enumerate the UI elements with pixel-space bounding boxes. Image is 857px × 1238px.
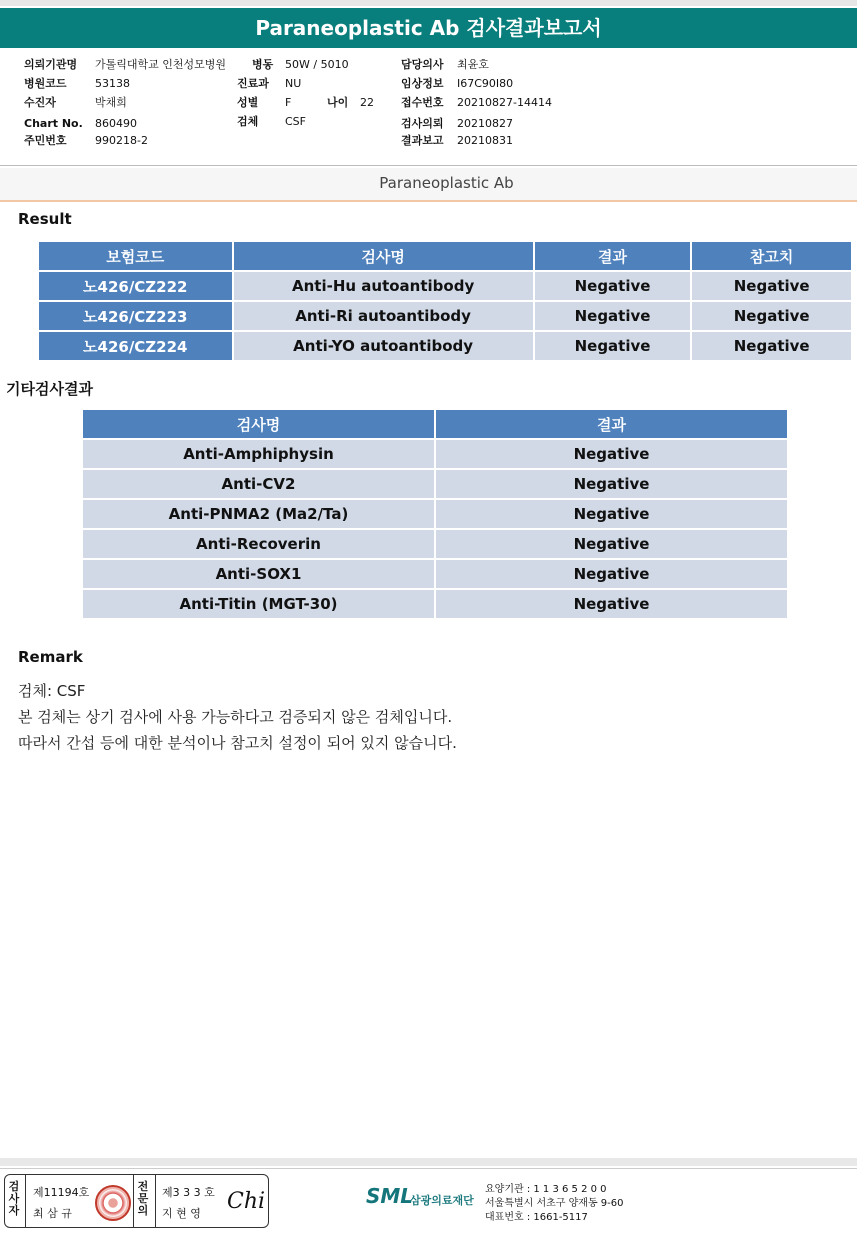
report-value: 20210831 (457, 134, 513, 147)
table-row (83, 530, 787, 558)
clinical-value: I67C90I80 (457, 77, 514, 90)
table-row (83, 560, 787, 588)
divider (0, 165, 857, 166)
chart-no-value: 860490 (95, 117, 137, 130)
specimen-value: CSF (285, 115, 306, 128)
header-test-name: 검사명 (234, 242, 533, 270)
result-value: Negative (436, 560, 787, 588)
logo-mark: SML (366, 1184, 414, 1208)
hospital-code-value: 53138 (95, 77, 130, 90)
divider (25, 1175, 26, 1227)
header-test-name: 검사명 (83, 410, 434, 438)
org-contact (485, 1183, 624, 1225)
remark-heading: Remark (18, 648, 83, 666)
report-title: Paraneoplastic Ab 검사결과보고서 (0, 8, 857, 48)
result-value: Negative (535, 302, 691, 330)
clinical-label: 임상정보 (401, 77, 444, 90)
insurance-code: 노426/CZ222 (39, 272, 232, 300)
footer-divider (0, 1168, 857, 1169)
specialist-license: 제3 3 3 호 (162, 1186, 215, 1199)
examiner-name: 최 삼 규 (33, 1207, 72, 1220)
chart-no-label: Chart No. (24, 117, 83, 130)
resident-no-value: 990218-2 (95, 134, 148, 147)
header-insurance-code: 보험코드 (39, 242, 232, 270)
receipt-label: 접수번호 (401, 96, 444, 109)
examinee-value: 박채희 (95, 96, 127, 109)
result-value: Negative (535, 272, 691, 300)
table-row (39, 332, 851, 360)
dept-label: 진료과 (237, 77, 269, 90)
section-title: Paraneoplastic Ab (379, 174, 514, 192)
specimen-label: 검체 (237, 115, 259, 128)
examiner-license: 제11194호 (33, 1186, 90, 1199)
table-row (39, 272, 851, 300)
other-results-heading: 기타검사결과 (6, 380, 93, 398)
test-name: Anti-Ri autoantibody (234, 302, 533, 330)
result-table-header (39, 242, 851, 270)
care-number: 요양기관 : 1 1 3 6 5 2 0 0 (485, 1184, 607, 1195)
other-results-table (81, 408, 789, 620)
insurance-code: 노426/CZ224 (39, 332, 232, 360)
test-name: Anti-Titin (MGT-30) (83, 590, 434, 618)
test-name: Anti-PNMA2 (Ma2/Ta) (83, 500, 434, 528)
sex-value: F (285, 96, 292, 109)
remark-line: 본 검체는 상기 검사에 사용 가능하다고 검증되지 않은 검체입니다. (18, 708, 453, 726)
remark-line: 따라서 간섭 등에 대한 분석이나 참고치 설정이 되어 있지 않습니다. (18, 734, 457, 752)
org-name: 삼광의료재단 (410, 1194, 474, 1207)
request-value: 20210827 (457, 117, 513, 130)
institution-value: 가톨릭대학교 인천성모병원 (95, 58, 227, 71)
result-value: Negative (436, 440, 787, 468)
other-table-header (83, 410, 787, 438)
table-row (83, 440, 787, 468)
resident-no-label: 주민번호 (24, 134, 67, 147)
header-result: 결과 (436, 410, 787, 438)
test-name: Anti-CV2 (83, 470, 434, 498)
result-table (37, 240, 853, 362)
result-value: Negative (436, 470, 787, 498)
table-row (83, 500, 787, 528)
ward-label: 병동 (252, 58, 274, 71)
reference-value: Negative (692, 332, 851, 360)
top-band (0, 0, 857, 6)
sex-label: 성별 (237, 96, 259, 109)
table-row (83, 590, 787, 618)
header-result: 결과 (535, 242, 691, 270)
divider (155, 1175, 156, 1227)
institution-label: 의뢰기관명 (24, 58, 78, 71)
hospital-code-label: 병원코드 (24, 77, 67, 90)
result-value: Negative (535, 332, 691, 360)
result-value: Negative (436, 530, 787, 558)
ward-value: 50W / 5010 (285, 58, 349, 71)
specialist-name: 지 현 영 (162, 1207, 201, 1220)
phone: 대표번호 : 1661-5117 (485, 1212, 588, 1223)
result-value: Negative (436, 590, 787, 618)
request-label: 검사의뢰 (401, 117, 444, 130)
address: 서울특별시 서초구 양재동 9-60 (485, 1198, 624, 1209)
signature-box (4, 1174, 269, 1228)
remark-text (18, 678, 457, 756)
insurance-code: 노426/CZ223 (39, 302, 232, 330)
test-name: Anti-Hu autoantibody (234, 272, 533, 300)
result-heading: Result (18, 210, 72, 228)
dept-value: NU (285, 77, 302, 90)
footer-band (0, 1158, 857, 1166)
doctor-value: 최윤호 (457, 58, 489, 71)
result-value: Negative (436, 500, 787, 528)
test-name: Anti-Amphiphysin (83, 440, 434, 468)
specialist-label: 전문의 (137, 1180, 149, 1217)
examinee-label: 수진자 (24, 96, 56, 109)
section-divider (0, 200, 857, 202)
report-label: 결과보고 (401, 134, 444, 147)
test-name: Anti-Recoverin (83, 530, 434, 558)
seal-stamp (95, 1185, 131, 1221)
receipt-value: 20210827-14414 (457, 96, 552, 109)
remark-line: 검체: CSF (18, 682, 86, 700)
table-row (83, 470, 787, 498)
test-name: Anti-SOX1 (83, 560, 434, 588)
header-reference: 참고치 (692, 242, 851, 270)
reference-value: Negative (692, 302, 851, 330)
examiner-label: 검사자 (8, 1180, 20, 1217)
doctor-label: 담당의사 (401, 58, 444, 71)
age-label: 나이 (327, 96, 349, 109)
test-name: Anti-YO autoantibody (234, 332, 533, 360)
age-value: 22 (360, 96, 374, 109)
reference-value: Negative (692, 272, 851, 300)
divider (133, 1175, 134, 1227)
signature: Chi (227, 1189, 266, 1214)
table-row (39, 302, 851, 330)
